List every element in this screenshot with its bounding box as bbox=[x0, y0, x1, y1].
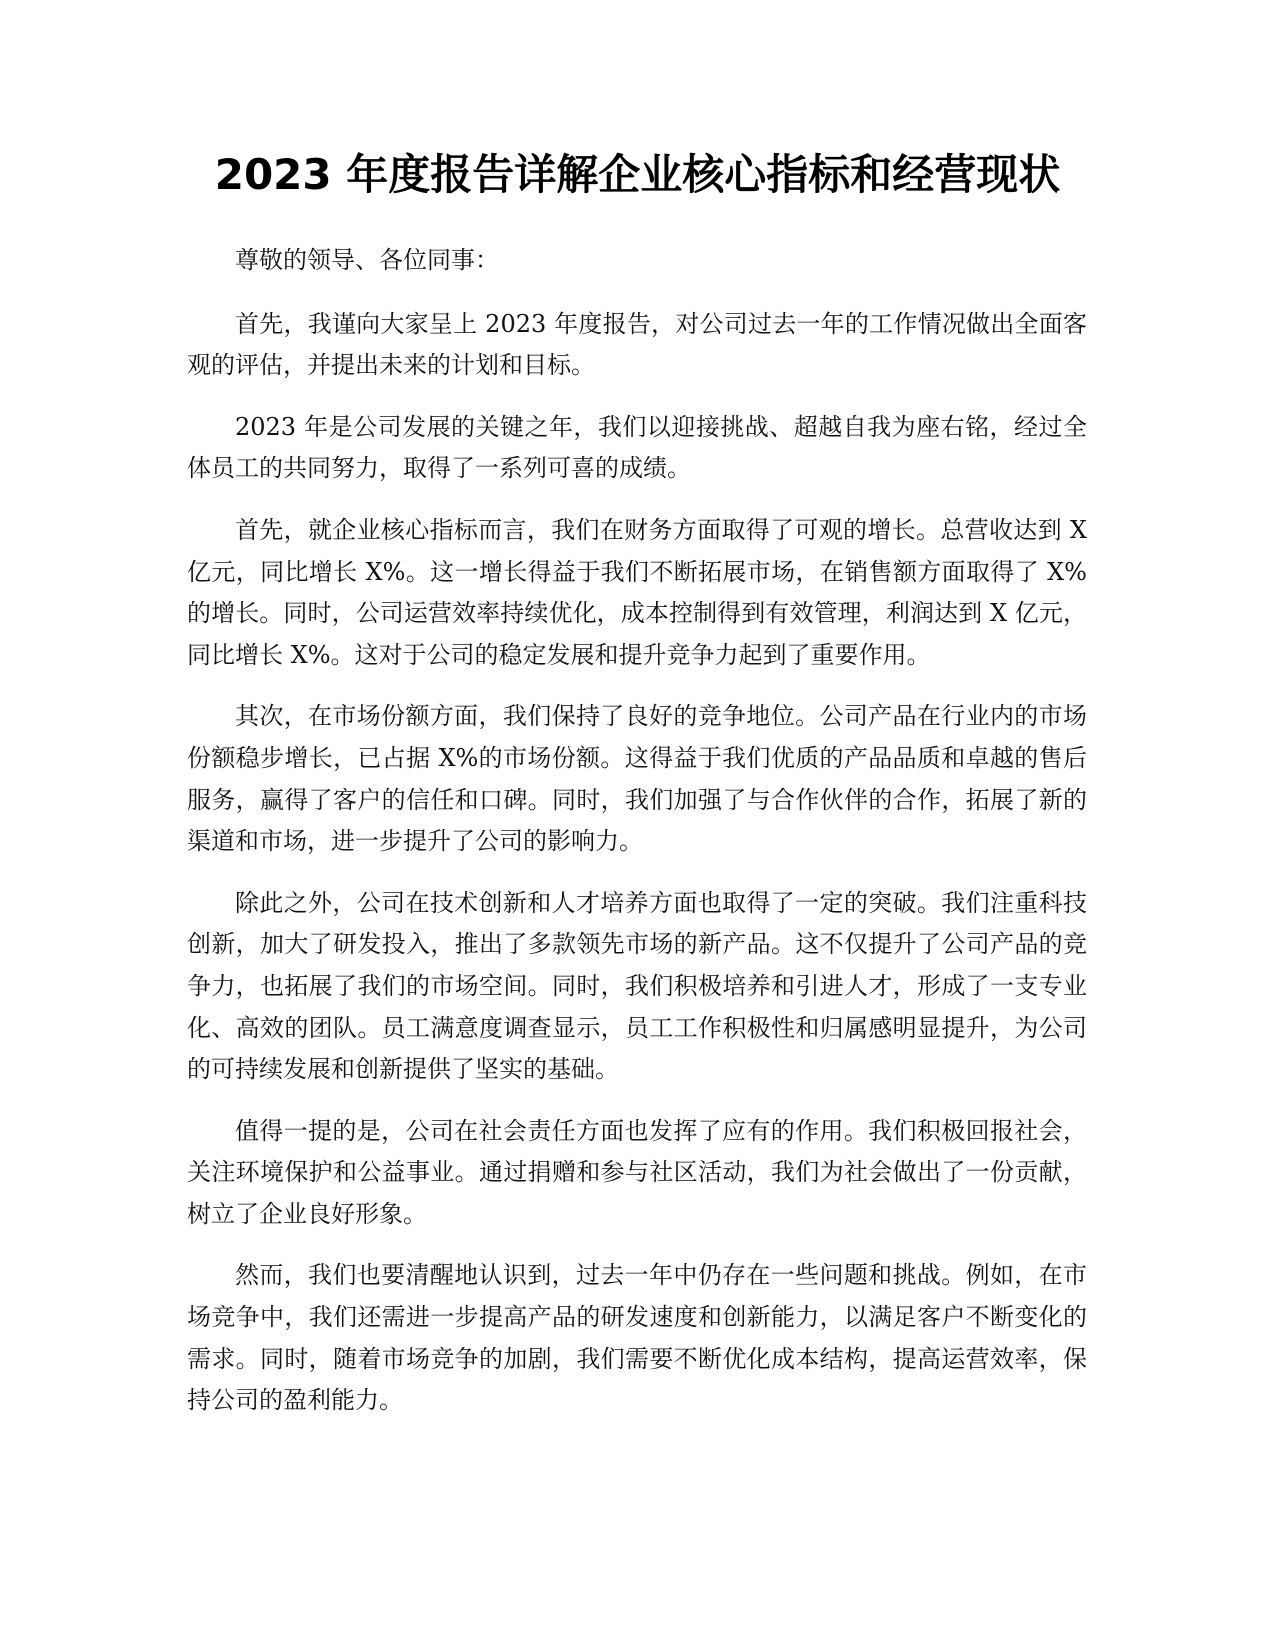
body-paragraph: 除此之外，公司在技术创新和人才培养方面也取得了一定的突破。我们注重科技创新，加大了研发投入，推出了多款领先市场的新产品。这不仅提升了公司产品的竞争力，也拓展了我们的市场空间。同时，我们积极培养和引进人才，形成了一支专业化、高效的团队。员工满意度调查显示，员工工作积极性和归属感明显提升，为公司的可持续发展和创新提供了坚实的基础。 bbox=[187, 888, 1087, 1084]
body-paragraph: 其次，在市场份额方面，我们保持了良好的竞争地位。公司产品在行业内的市场份额稳步增长，已占据 X%的市场份额。这得益于我们优质的产品品质和卓越的售后服务，赢得了客户的信任和口碑。同时，我们加强了与合作伙伴的合作，拓展了新的渠道和市场，进一步提升了公司的影响力。 bbox=[187, 702, 1087, 856]
salutation-paragraph: 尊敬的领导、各位同事： bbox=[235, 246, 499, 274]
document-body bbox=[187, 240, 1087, 1442]
body-paragraph: 首先，我谨向大家呈上 2023 年度报告，对公司过去一年的工作情况做出全面客观的评估，并提出未来的计划和目标。 bbox=[187, 309, 1087, 380]
body-paragraph: 然而，我们也要清醒地认识到，过去一年中仍存在一些问题和挑战。例如，在市场竞争中，我们还需进一步提高产品的研发速度和创新能力，以满足客户不断变化的需求。同时，随着市场竞争的加剧，我们需要不断优化成本结构，提高运营效率，保持公司的盈利能力。 bbox=[187, 1261, 1087, 1415]
body-paragraph: 首先，就企业核心指标而言，我们在财务方面取得了可观的增长。总营收达到 X 亿元，同比增长 X%。这一增长得益于我们不断拓展市场，在销售额方面取得了 X%的增长。同时，公司运营效率持续优化，成本控制得到有效管理，利润达到 X 亿元，同比增长 X%。这对于公司的稳定发展和提升竞争力起到了重要作用。 bbox=[187, 515, 1087, 669]
body-paragraph: 2023 年是公司发展的关键之年，我们以迎接挑战、超越自我为座右铭，经过全体员工的共同努力，取得了一系列可喜的成绩。 bbox=[187, 412, 1087, 483]
document-title: 2023 年度报告详解企业核心指标和经营现状 bbox=[214, 150, 1061, 199]
body-paragraph: 值得一提的是，公司在社会责任方面也发挥了应有的作用。我们积极回报社会，关注环境保护和公益事业。通过捐赠和参与社区活动，我们为社会做出了一份贡献，树立了企业良好形象。 bbox=[187, 1116, 1087, 1228]
